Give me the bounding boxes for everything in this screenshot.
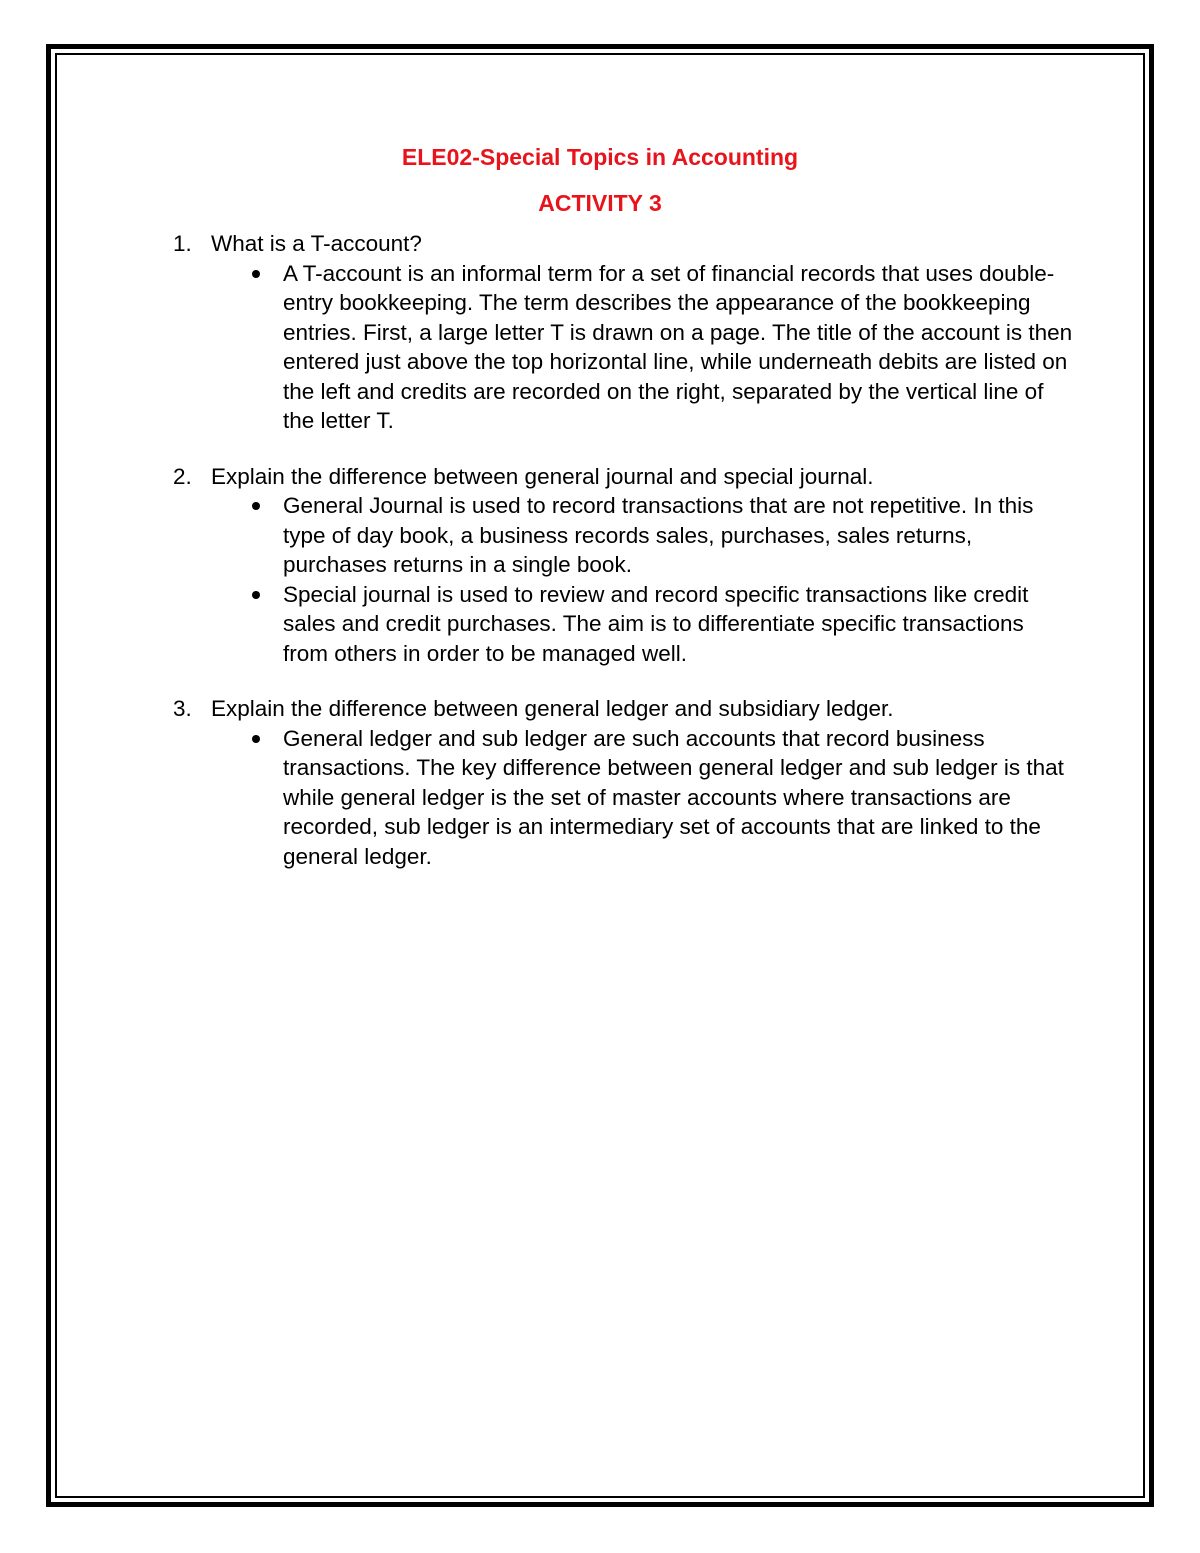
question-text: Explain the difference between general journal and special journal. <box>211 463 874 489</box>
answer-text: General Journal is used to record transactions that are not repetitive. In this type of day book, a business records sales, purchases, sales returns, purchases returns in a single book. <box>283 493 1034 577</box>
answer-text: A T-account is an informal term for a set of financial records that uses double-entry bookkeeping. The term describes the appearance of the bookkeeping entries. First, a large letter T is drawn on a page. The title of the account is then entered just above the top horizontal line, while underneath debits are listed on the left and credits are recorded on the right, separated by the vertical line of the letter T. <box>283 260 1073 433</box>
bullet-icon <box>252 735 260 743</box>
question-list <box>173 229 1073 897</box>
question-item <box>173 462 1073 669</box>
question-text: What is a T-account? <box>211 231 422 256</box>
document-body <box>55 53 1145 1498</box>
answer-text: Special journal is used to review and record specific transactions like credit sales and credit purchases. The aim is to differentiate specific transactions from others in order to be managed well. <box>283 581 1029 666</box>
answer-item <box>211 724 1073 872</box>
question-item <box>173 229 1073 436</box>
answer-text: General ledger and sub ledger are such accounts that record business transactions. The key difference between general ledger and sub ledger is that while general ledger is the set of master accounts where transactions are recorded, sub ledger is an intermediary set of accounts that are linked to the general ledger. <box>283 725 1064 869</box>
answer-item <box>211 491 1073 580</box>
question-number: 2. <box>173 463 192 489</box>
question-number: 3. <box>173 696 192 721</box>
answer-list <box>211 491 1073 668</box>
activity-heading: ACTIVITY 3 <box>538 190 662 216</box>
bullet-icon <box>252 591 260 599</box>
question-number: 1. <box>173 231 192 256</box>
question-text: Explain the difference between general ledger and subsidiary ledger. <box>211 696 894 721</box>
answer-list <box>211 724 1073 872</box>
answer-item <box>211 259 1073 436</box>
answer-item <box>211 580 1073 669</box>
question-item <box>173 694 1073 871</box>
bullet-icon <box>252 502 260 510</box>
document-title: ELE02-Special Topics in Accounting <box>401 144 799 170</box>
answer-list <box>211 259 1073 436</box>
bullet-icon <box>252 270 260 278</box>
